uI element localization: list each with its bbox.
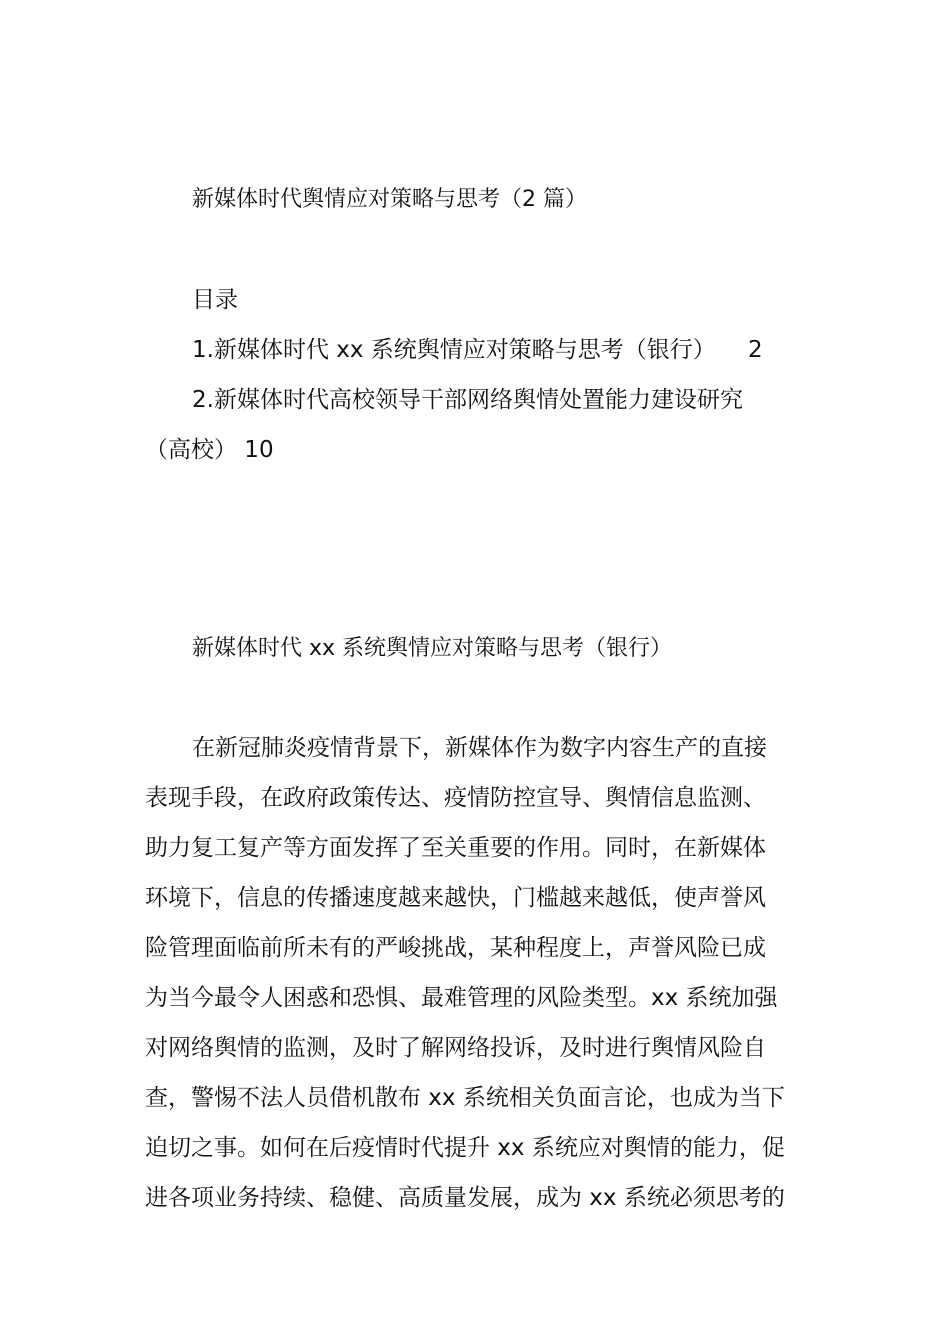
toc-heading: 目录 bbox=[192, 287, 238, 313]
toc-item-2-line-1[interactable]: 2.新媒体时代高校领导干部网络舆情处置能力建设研究 bbox=[192, 387, 743, 413]
paragraph-line: 查，警惕不法人员借机散布 xx 系统相关负面言论，也成为当下 bbox=[145, 1085, 785, 1111]
paragraph-line: 环境下，信息的传播速度越来越快，门槛越来越低，使声誉风 bbox=[145, 885, 766, 911]
toc-item-1[interactable]: 1.新媒体时代 xx 系统舆情应对策略与思考（银行） bbox=[192, 337, 716, 363]
paragraph-line: 为当今最令人困惑和恐惧、最难管理的风险类型。xx 系统加强 bbox=[145, 985, 778, 1011]
toc-item-1-page-number: 2 bbox=[748, 337, 763, 363]
body-paragraph bbox=[145, 733, 811, 1233]
paragraph-line: 在新冠肺炎疫情背景下，新媒体作为数字内容生产的直接 bbox=[192, 735, 767, 761]
paragraph-line: 助力复工复产等方面发挥了至关重要的作用。同时，在新媒体 bbox=[145, 835, 766, 861]
document-title: 新媒体时代舆情应对策略与思考（2 篇） bbox=[192, 187, 587, 212]
paragraph-line: 对网络舆情的监测，及时了解网络投诉，及时进行舆情风险自 bbox=[145, 1035, 766, 1061]
section-title: 新媒体时代 xx 系统舆情应对策略与思考（银行） bbox=[192, 636, 673, 661]
paragraph-line: 表现手段，在政府政策传达、疫情防控宣导、舆情信息监测、 bbox=[145, 785, 766, 811]
paragraph-line: 进各项业务持续、稳健、高质量发展，成为 xx 系统必须思考的 bbox=[145, 1185, 785, 1211]
paragraph-line: 迫切之事。如何在后疫情时代提升 xx 系统应对舆情的能力，促 bbox=[145, 1135, 785, 1161]
toc-item-2-line-2[interactable]: （高校） 10 bbox=[145, 437, 274, 463]
paragraph-line: 险管理面临前所未有的严峻挑战，某种程度上，声誉风险已成 bbox=[145, 935, 766, 961]
